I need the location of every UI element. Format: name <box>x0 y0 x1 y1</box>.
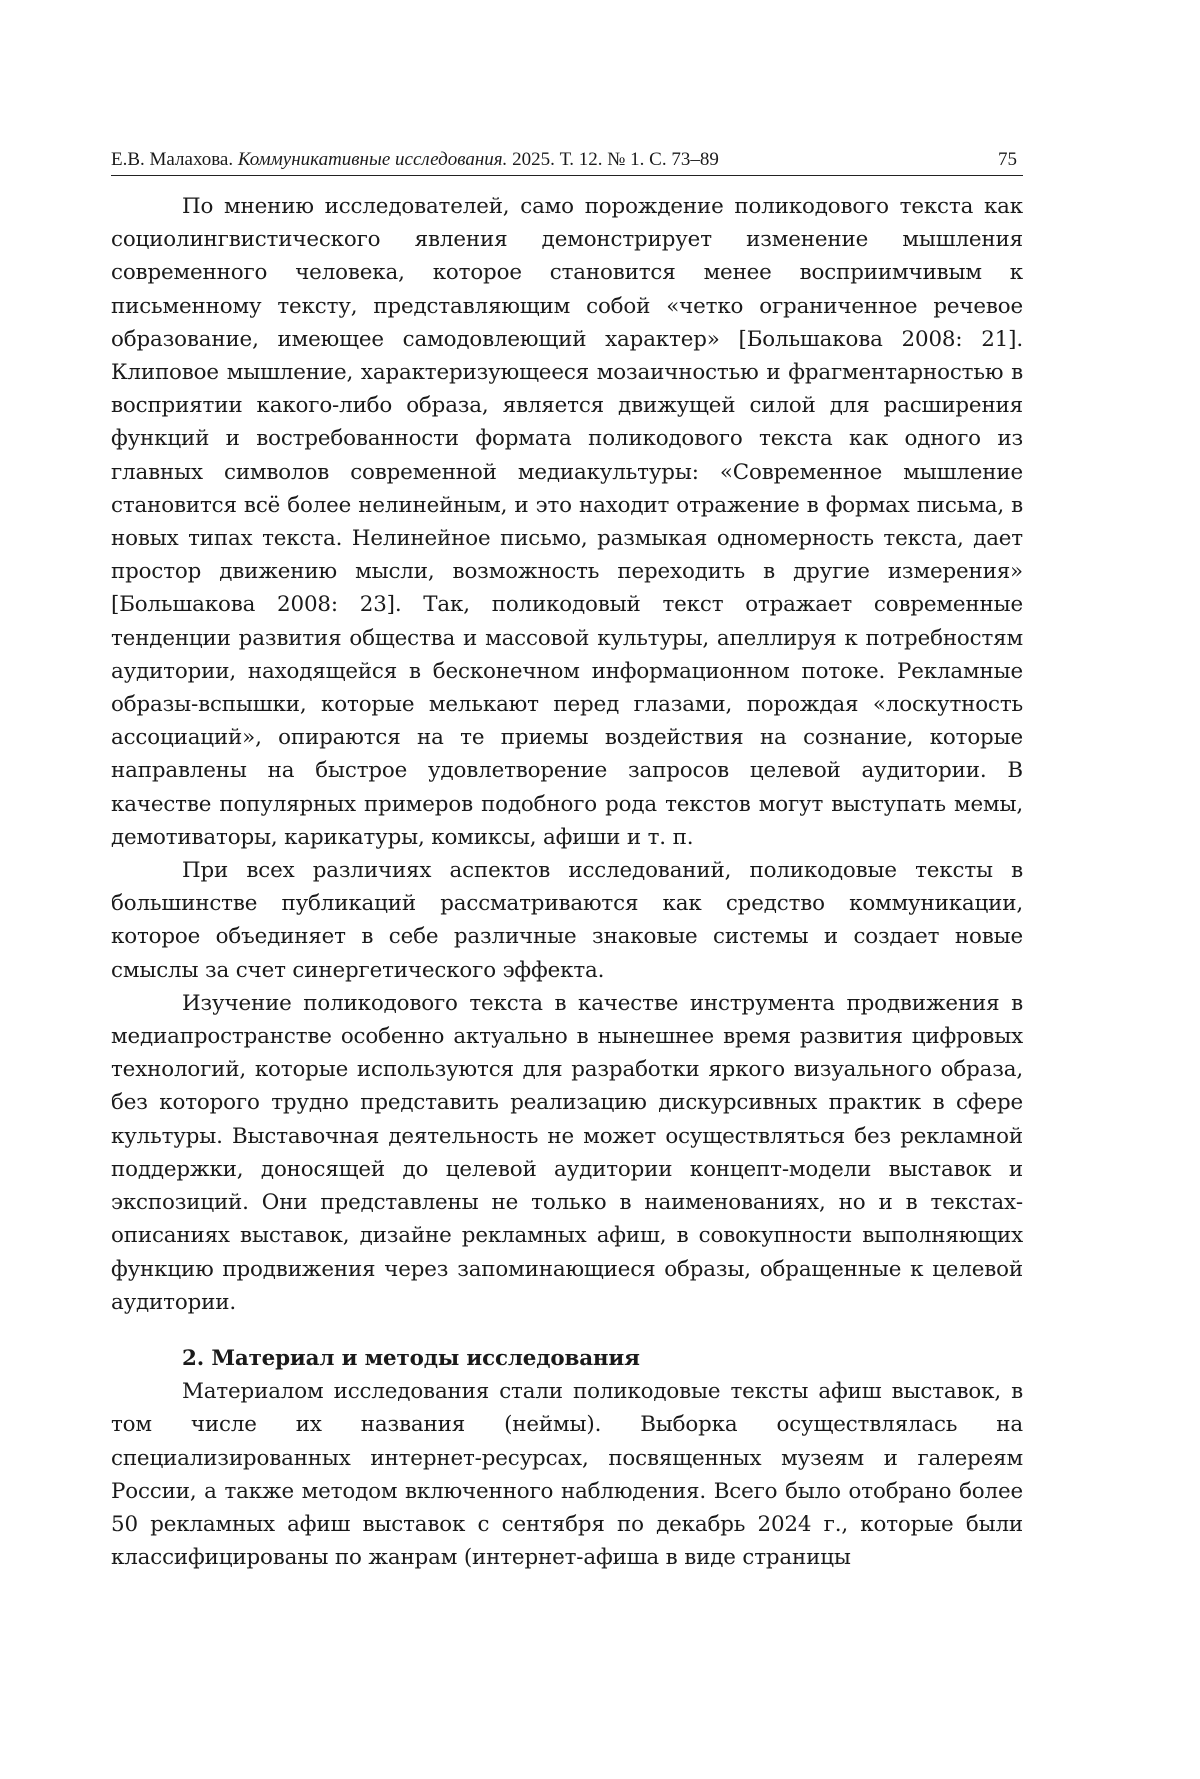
page-number: 75 <box>998 149 1017 170</box>
header-citation: 2025. Т. 12. № 1. С. 73–89 <box>512 149 719 170</box>
paragraph-3: Изучение поликодового текста в качестве инструмента продвижения в медиапространстве особенно актуально в нынешнее время развития цифровых технологий, которые используются для разработки яркого визуального образа, без которого трудно представить реализацию дискурсивных практик в сфере культуры. Выставочная деятельность не может осуществляться без рекламной поддержки, доносящей до целевой аудитории концепт-модели выставок и экспозиций. Они представлены не только в наименованиях, но и в текстах-описаниях выставок, дизайне рекламных афиш, в совокупности выполняющих функцию продвижения через запоминающиеся образы, обращенные к целевой аудитории. <box>111 990 1023 1315</box>
header-authors: Е.В. Малахова. <box>111 149 234 170</box>
paragraph-2: При всех различиях аспектов исследований, поликодовые тексты в большинстве публикаций рассматриваются как средство коммуникации, которое объединяет в себе различные знаковые системы и создает новые смыслы за счет синергетического эффекта. <box>111 858 1023 983</box>
paragraph-1: По мнению исследователей, само порождение поликодового текста как социолингвистического явления демонстрирует изменение мышления современного человека, которое становится менее восприимчивым к письменному тексту, представляющим собой «четко ограниченное речевое образование, имеющее самодовлеющий характер» [Большакова 2008: 21]. Клиповое мышление, характеризующееся мозаичностью и фрагментарностью в восприятии какого-либо образа, является движущей силой для расширения функций и востребованности формата поликодового текста как одного из главных символов современной медиакультуры: «Современное мышление становится всё более нелинейным, и это находит отражение в формах письма, в новых типах текста. Нелинейное письмо, размыкая одномерность текста, дает простор движению мысли, возможность переходить в другие измерения» [Большакова 2008: 23]. Так, поликодовый текст отражает современные тенденции развития общества и массовой культуры, апеллируя к потребностям аудитории, находящейся в бесконечном информационном потоке. Рекламные образы-вспышки, которые мелькают перед глазами, порождая «лоскутность ассоциаций», опираются на те приемы воздействия на сознание, которые направлены на быстрое удовлетворение запросов целевой аудитории. В качестве популярных примеров подобного рода текстов могут выступать мемы, демотиваторы, карикатуры, комиксы, афиши и т. п. <box>111 194 1023 850</box>
running-header <box>111 145 1023 176</box>
section-heading: 2. Материал и методы исследования <box>182 1345 640 1371</box>
section-paragraph: Материалом исследования стали поликодовые тексты афиш выставок, в том числе их названия (неймы). Выборка осуществлялась на специализированных интернет-ресурсах, посвященных музеям и галереям России, а также методом включенного наблюдения. Всего было отобрано более 50 рекламных афиш выставок с сентября по декабрь 2024 г., которые были классифицированы по жанрам (интернет-афиша в виде страницы <box>111 1379 1023 1571</box>
article-body <box>111 190 1023 1574</box>
header-journal-title: Коммуникативные исследования. <box>237 149 508 170</box>
